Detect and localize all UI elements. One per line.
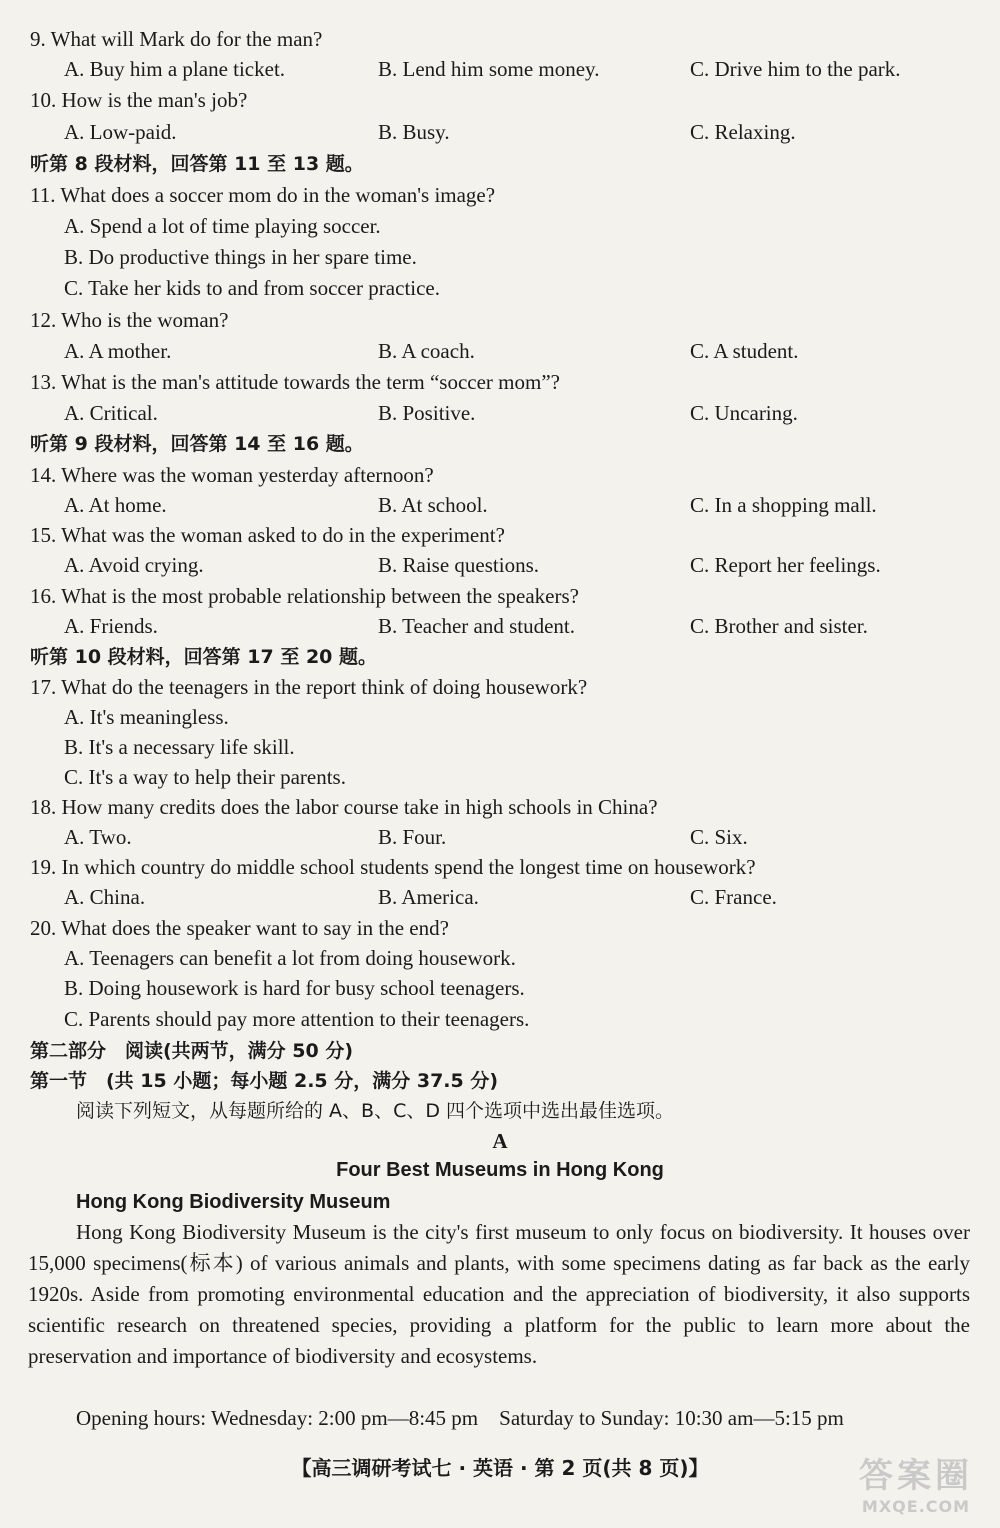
watermark-logo	[846, 1448, 986, 1518]
option-a: A. Two.	[64, 825, 132, 849]
option-c: C. France.	[690, 885, 777, 909]
option-b: B. America.	[378, 885, 479, 909]
question-17: 17. What do the teenagers in the report think of doing housework?	[30, 675, 588, 699]
section-1-title: 第一节 (共 15 小题；每小题 2.5 分，满分 37.5 分)	[30, 1070, 499, 1092]
question-20: 20. What does the speaker want to say in the end?	[30, 916, 449, 940]
question-9: 9. What will Mark do for the man?	[30, 27, 323, 51]
page-footer: 【高三调研考试七 · 英语 · 第 2 页(共 8 页)】	[291, 1456, 709, 1480]
option-c: C. It's a way to help their parents.	[64, 765, 346, 789]
option-b: B. Teacher and student.	[378, 614, 575, 638]
option-b: B. A coach.	[378, 339, 475, 363]
watermark-text: MXQE.COM	[861, 1497, 971, 1516]
option-c: C. Parents should pay more attention to their teenagers.	[64, 1007, 530, 1031]
option-c: C. Uncaring.	[690, 401, 798, 425]
option-c: C. Brother and sister.	[690, 614, 868, 638]
option-a: A. Low-paid.	[64, 120, 177, 144]
option-b: B. Lend him some money.	[378, 57, 600, 81]
passage-letter: A	[492, 1129, 508, 1153]
question-16: 16. What is the most probable relationship between the speakers?	[30, 584, 579, 608]
question-14: 14. Where was the woman yesterday afternoon?	[30, 463, 434, 487]
option-c: C. Take her kids to and from soccer practice.	[64, 276, 441, 300]
option-a: A. At home.	[64, 493, 167, 517]
passage-title: Four Best Museums in Hong Kong	[336, 1159, 664, 1181]
option-a: A. Friends.	[64, 614, 158, 638]
option-b: B. Do productive things in her spare time.	[64, 245, 417, 269]
option-b: B. Busy.	[378, 120, 450, 144]
question-11: 11. What does a soccer mom do in the woman's image?	[30, 183, 496, 207]
option-c: C. In a shopping mall.	[690, 493, 877, 517]
question-18: 18. How many credits does the labor course take in high schools in China?	[30, 795, 658, 819]
watermark-glyph: 答案圈	[859, 1456, 973, 1496]
option-c: C. Relaxing.	[690, 120, 796, 144]
option-a: A. Critical.	[64, 401, 158, 425]
reading-instruction: 阅读下列短文，从每题所给的 A、B、C、D 四个选项中选出最佳选项。	[76, 1100, 675, 1122]
museum-description: Hong Kong Biodiversity Museum is the city's first museum to only focus on biodiversity. It houses over 15,000 specimens(标本) of various animals and plants, with some specimens dating as far back as the early 1920s. Aside from promoting environmental education and the appreciation of biodiversity, it also supports scientific research on threatened species, providing a platform for the public to learn more about the preservation and importance of biodiversity and ecosystems.	[28, 1220, 970, 1368]
museum-heading: Hong Kong Biodiversity Museum	[76, 1191, 391, 1213]
option-b: B. Raise questions.	[378, 553, 539, 577]
option-a: A. It's meaningless.	[64, 705, 229, 729]
option-b: B. At school.	[378, 493, 488, 517]
option-b: B. Doing housework is hard for busy school teenagers.	[64, 976, 525, 1000]
passage-10-instruction: 听第 10 段材料，回答第 17 至 20 题。	[30, 646, 378, 668]
option-b: B. Four.	[378, 825, 447, 849]
option-b: B. It's a necessary life skill.	[64, 735, 295, 759]
option-b: B. Positive.	[378, 401, 476, 425]
question-13: 13. What is the man's attitude towards the term “soccer mom”?	[30, 370, 560, 394]
question-19: 19. In which country do middle school students spend the longest time on housework?	[30, 855, 756, 879]
option-c: C. Report her feelings.	[690, 553, 881, 577]
passage-9-instruction: 听第 9 段材料，回答第 14 至 16 题。	[30, 433, 364, 455]
question-15: 15. What was the woman asked to do in the experiment?	[30, 523, 505, 547]
question-12: 12. Who is the woman?	[30, 308, 229, 332]
option-a: A. China.	[64, 885, 146, 909]
part-2-title: 第二部分 阅读(共两节，满分 50 分)	[30, 1040, 354, 1062]
question-10: 10. How is the man's job?	[30, 88, 248, 112]
option-a: A. Avoid crying.	[64, 553, 204, 577]
option-a: A. Buy him a plane ticket.	[64, 57, 286, 81]
option-c: C. Six.	[690, 825, 748, 849]
opening-hours: Opening hours: Wednesday: 2:00 pm—8:45 pm Saturday to Sunday: 10:30 am—5:15 pm	[76, 1406, 844, 1430]
passage-8-instruction: 听第 8 段材料，回答第 11 至 13 题。	[30, 153, 364, 175]
option-a: A. Spend a lot of time playing soccer.	[64, 214, 381, 238]
option-c: C. A student.	[690, 339, 799, 363]
option-a: A. Teenagers can benefit a lot from doing housework.	[64, 946, 516, 970]
option-c: C. Drive him to the park.	[690, 57, 901, 81]
option-a: A. A mother.	[64, 339, 172, 363]
